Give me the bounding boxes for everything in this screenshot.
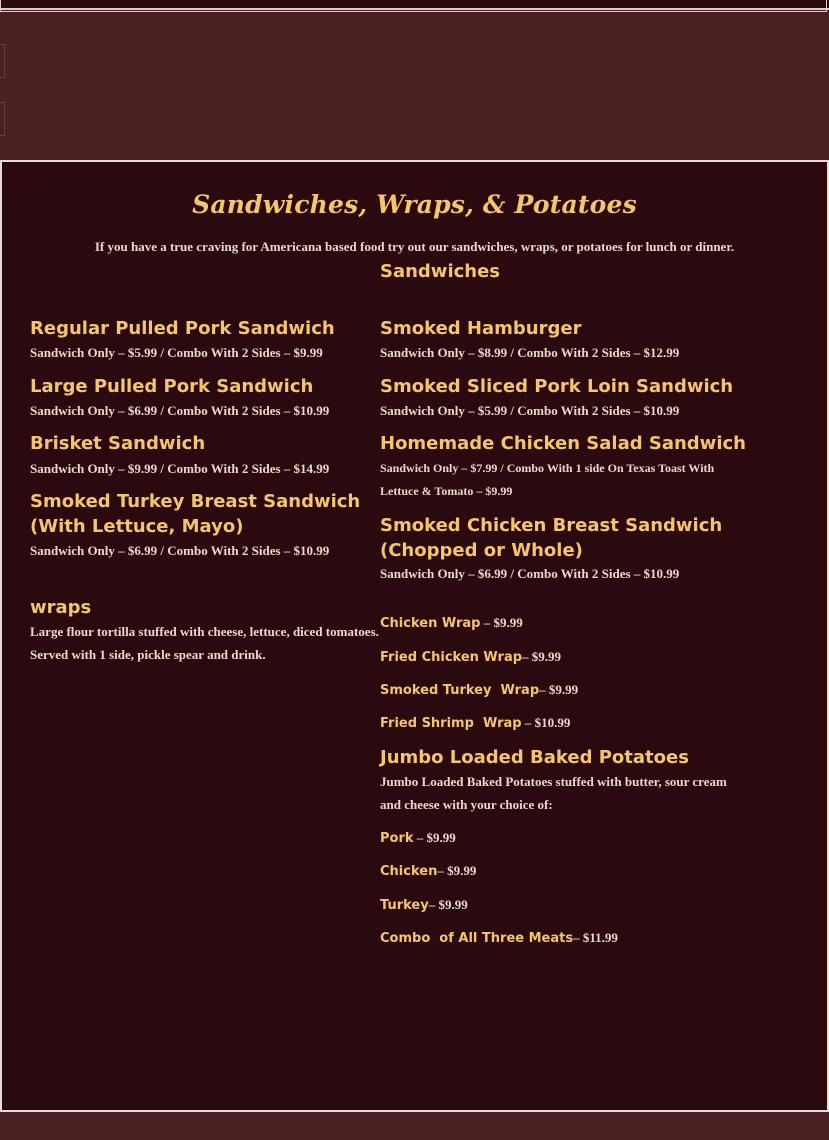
potato-item-name: Turkey [380, 898, 429, 913]
wraps-desc: Large flour tortilla stuffed with cheese, lettuce, diced tomatoes. Served with 1 side, pickle spear and drink. [30, 624, 379, 662]
potatoes-heading: Jumbo Loaded Baked Potatoes [380, 747, 689, 768]
potato-item-price: – $11.99 [573, 930, 618, 945]
side-tab-2[interactable] [0, 102, 5, 136]
wrap-item-price: – $9.99 [522, 649, 562, 664]
sandwiches-heading: Sandwiches [380, 261, 501, 282]
header-band [0, 12, 829, 160]
item-desc: Sandwich Only – $5.99 / Combo With 2 Sides – $10.99 [380, 403, 680, 418]
wrap-item [380, 682, 578, 698]
wrap-item-name: Smoked Turkey Wrap [380, 683, 540, 698]
menu-title: Sandwiches, Wraps, & Potatoes [192, 190, 637, 219]
item-name: Smoked Chicken Breast Sandwich (Chopped or Whole) [380, 515, 723, 561]
potato-item-price: – $9.99 [413, 830, 456, 845]
potato-item-price: – $9.99 [428, 897, 468, 912]
wrap-item [380, 615, 523, 631]
footer-band [0, 1112, 829, 1140]
top-frame [0, 0, 827, 12]
potatoes-desc: Jumbo Loaded Baked Potatoes stuffed with butter, sour cream and cheese with your choice of: [380, 774, 727, 812]
item-name: Smoked Turkey Breast Sandwich (With Lettuce, Mayo) [30, 491, 361, 537]
item-name: Homemade Chicken Salad Sandwich [380, 433, 746, 454]
item-desc: Sandwich Only – $9.99 / Combo With 2 Sides – $14.99 [30, 461, 330, 476]
wrap-item-price: – $10.99 [521, 715, 571, 730]
item-desc: Sandwich Only – $6.99 / Combo With 2 Sides – $10.99 [30, 403, 330, 418]
potato-item-name: Chicken [380, 864, 438, 879]
potato-item-name: Pork [380, 831, 414, 846]
item-desc: Sandwich Only – $6.99 / Combo With 2 Sides – $10.99 [30, 543, 330, 558]
item-desc: Sandwich Only – $8.99 / Combo With 2 Sides – $12.99 [380, 345, 680, 360]
item-name: Smoked Hamburger [380, 318, 582, 339]
wrap-item-name: Fried Shrimp Wrap [380, 716, 522, 731]
potato-item [380, 897, 468, 913]
item-desc: Sandwich Only – $7.99 / Combo With 1 side On Texas Toast With Lettuce & Tomato – $9.99 [380, 461, 715, 498]
potato-item [380, 830, 456, 846]
item-desc: Sandwich Only – $5.99 / Combo With 2 Sides – $9.99 [30, 345, 323, 360]
item-name: Large Pulled Pork Sandwich [30, 376, 314, 397]
menu-intro: If you have a true craving for Americana based food try out our sandwiches, wraps, or potatoes for lunch or dinner. [94, 239, 735, 254]
potato-item [380, 930, 618, 946]
item-name: Smoked Sliced Pork Loin Sandwich [380, 376, 734, 397]
wrap-item-price: – $9.99 [480, 615, 523, 630]
wraps-heading: wraps [30, 597, 92, 618]
potato-item-name: Combo of All Three Meats [380, 931, 574, 946]
item-desc: Sandwich Only – $6.99 / Combo With 2 Sides – $10.99 [380, 566, 680, 581]
side-tab-1[interactable] [0, 44, 5, 78]
wrap-item-name: Chicken Wrap [380, 616, 481, 631]
wrap-item [380, 649, 561, 665]
wrap-item-price: – $9.99 [539, 682, 579, 697]
potato-item-price: – $9.99 [437, 863, 477, 878]
item-name: Regular Pulled Pork Sandwich [30, 318, 335, 339]
item-name: Brisket Sandwich [30, 433, 206, 454]
wrap-item-name: Fried Chicken Wrap [380, 650, 523, 665]
potato-item [380, 863, 476, 879]
wrap-item [380, 715, 570, 731]
